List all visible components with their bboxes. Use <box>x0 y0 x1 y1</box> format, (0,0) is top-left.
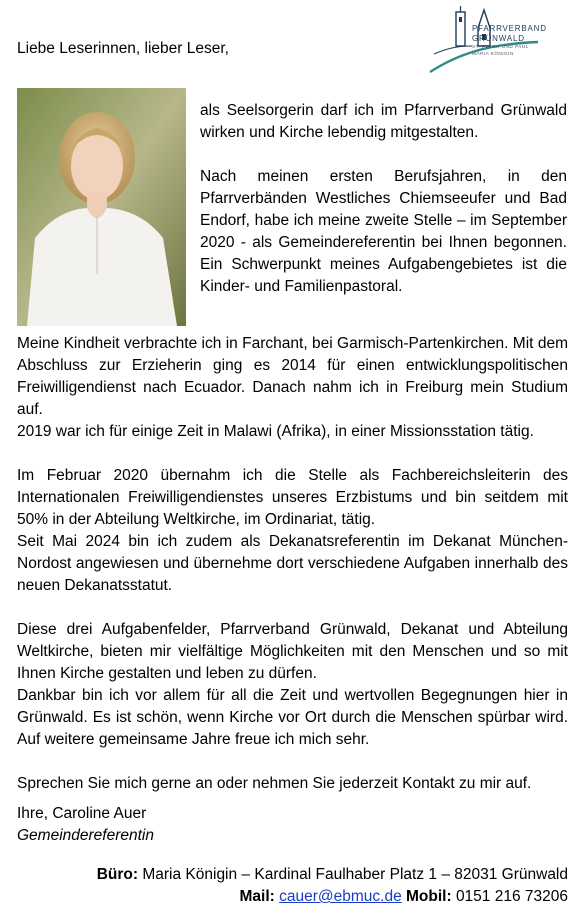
logo-title-1: PFARRVERBAND <box>472 24 547 33</box>
mail-label: Mail: <box>239 888 275 905</box>
body-line: Dankbar bin ich vor allem für all die Zeit und wertvollen Begegnungen hier in Grünwald. Es ist schön, wenn Kirche vor Ort durch die Menschen spürbar wird. Auf weitere gemeinsame Jahre freue ich mich sehr. <box>17 687 568 748</box>
intro-text <box>200 100 567 320</box>
mobile-label: Mobil: <box>406 888 452 905</box>
greeting: Liebe Leserinnen, lieber Leser, <box>17 40 229 57</box>
signature-role: Gemeindereferentin <box>17 827 154 844</box>
office-address: Maria Königin – Kardinal Faulhaber Platz 1 – 82031 Grünwald <box>138 866 568 883</box>
body-line: Diese drei Aufgabenfelder, Pfarrverband Grünwald, Dekanat und Abteilung Weltkirche, bieten mir vielfältige Möglichkeiten mit den Menschen und so mit Ihnen Kirche gestalten und leben zu dürfen. <box>17 621 568 682</box>
body-paragraph <box>17 333 568 443</box>
intro-paragraph: Nach meinen ersten Berufsjahren, in den Pfarrverbänden Westliches Chiemseeufer und Bad Endorf, habe ich meine zweite Stelle – im September 2020 - als Gemeindereferentin bei Ihnen begonnen. Ein Schwerpunkt meines Aufgabengebietes ist die Kinder- und Familienpastoral. <box>200 168 567 295</box>
signature <box>17 803 154 847</box>
logo-sub-2: MARIA KÖNIGIN <box>472 52 514 57</box>
closing-line: Sprechen Sie mich gerne an oder nehmen Sie jederzeit Kontakt zu mir auf. <box>17 775 532 792</box>
letter-body <box>17 333 568 817</box>
body-line: Meine Kindheit verbrachte ich in Farchant, bei Garmisch-Partenkirchen. Mit dem Abschluss zur Erzieherin ging es 2014 für einen entwicklungspolitischen Freiwilligendienst nach Ecuador. Danach nahm ich in Freiburg mein Studium auf. <box>17 335 568 418</box>
office-label: Büro: <box>96 866 139 883</box>
body-line: Seit Mai 2024 bin ich zudem als Dekanatsreferentin im Dekanat München-Nordost angewiesen und übernehme dort verschiedene Aufgaben innerhalb des neuen Dekanatsstatut. <box>17 533 568 594</box>
portrait-photo <box>17 88 186 326</box>
office-line <box>97 864 568 886</box>
logo-sub-1: ST. PETER UND PAUL <box>472 45 529 50</box>
body-line: 2019 war ich für einige Zeit in Malawi (Afrika), in einer Missionsstation tätig. <box>17 423 534 440</box>
intro-paragraph: als Seelsorgerin darf ich im Pfarrverband Grünwald wirken und Kirche lebendig mitgestalten. <box>200 102 567 141</box>
body-paragraph <box>17 465 568 597</box>
signature-name: Ihre, Caroline Auer <box>17 805 147 822</box>
logo-title-2: GRÜNWALD <box>472 34 525 43</box>
contact-footer <box>97 864 568 908</box>
contact-line <box>97 886 568 908</box>
email-link[interactable]: cauer@ebmuc.de <box>279 888 402 905</box>
body-paragraph <box>17 619 568 751</box>
body-line: Im Februar 2020 übernahm ich die Stelle als Fachbereichsleiterin des Internationalen Freiwilligendienstes unseres Erzbistums und bin seitdem mit 50% in der Abteilung Weltkirche, im Ordinariat, tätig. <box>17 467 568 528</box>
mobile-number: 0151 216 73206 <box>455 888 568 905</box>
